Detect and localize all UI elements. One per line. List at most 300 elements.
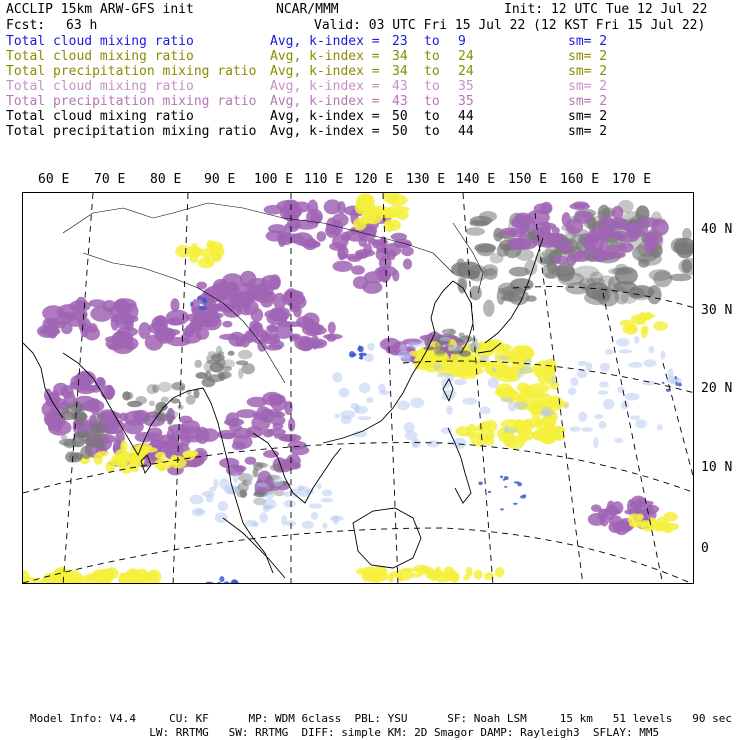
- longitude-label: 120 E: [354, 172, 394, 187]
- cloud-blob: [247, 475, 253, 484]
- cloud-blob: [290, 446, 309, 456]
- cloud-blob: [102, 300, 116, 312]
- cloud-blob: [508, 238, 527, 245]
- cloud-blob: [387, 206, 410, 212]
- cloud-blob: [517, 482, 522, 486]
- cloud-blob: [205, 370, 211, 380]
- cloud-blob: [122, 391, 131, 400]
- cloud-blob: [175, 245, 191, 258]
- cloud-blob: [94, 429, 102, 440]
- cloud-field-layer: [23, 193, 694, 584]
- cloud-blob: [546, 426, 562, 440]
- legend-k-to: 24: [458, 49, 474, 64]
- cloud-blob: [69, 300, 90, 312]
- organization: NCAR/MMM: [276, 2, 339, 17]
- cloud-blob: [462, 398, 477, 405]
- cloud-blob: [233, 435, 253, 449]
- cloud-blob: [500, 344, 512, 352]
- cloud-blob: [516, 249, 534, 261]
- cloud-blob: [492, 368, 497, 373]
- cloud-blob: [388, 219, 401, 231]
- cloud-blob: [404, 422, 415, 432]
- legend-k-from: 34: [392, 49, 408, 64]
- cloud-blob: [257, 483, 267, 488]
- cloud-blob: [190, 495, 204, 504]
- cloud-blob: [341, 415, 352, 424]
- cloud-blob: [498, 283, 516, 296]
- legend-average-label: Avg, k-index =: [270, 124, 380, 139]
- cloud-blob: [509, 267, 530, 277]
- cloud-blob: [306, 209, 323, 225]
- cloud-blob: [75, 452, 84, 460]
- cloud-blob: [322, 523, 328, 529]
- cloud-blob: [412, 440, 417, 447]
- cloud-blob: [280, 205, 301, 221]
- cloud-blob: [560, 241, 573, 254]
- legend-average-label: Avg, k-index =: [270, 64, 380, 79]
- cloud-blob: [480, 406, 491, 414]
- cloud-blob: [75, 433, 89, 438]
- cloud-blob: [379, 390, 390, 395]
- cloud-blob: [651, 219, 668, 236]
- cloud-blob: [467, 343, 481, 351]
- cloud-blob: [581, 427, 593, 432]
- cloud-blob: [155, 452, 166, 459]
- legend-smoothing: sm= 2: [568, 124, 608, 139]
- cloud-blob: [298, 240, 320, 247]
- cloud-blob: [389, 571, 402, 577]
- cloud-blob: [210, 362, 224, 373]
- cloud-blob: [488, 378, 499, 389]
- cloud-blob: [198, 257, 215, 268]
- cloud-blob: [222, 321, 232, 328]
- cloud-blob: [182, 451, 195, 457]
- cloud-blob: [88, 323, 98, 333]
- valid-time: Valid: 03 UTC Fri 15 Jul 22 (12 KST Fri 15 Jul 22): [314, 18, 706, 33]
- init-time: Init: 12 UTC Tue 12 Jul 22: [504, 2, 708, 17]
- longitude-label: 60 E: [38, 172, 70, 187]
- cloud-blob: [353, 276, 369, 289]
- cloud-blob: [456, 426, 473, 436]
- cloud-blob: [399, 344, 407, 352]
- cloud-blob: [359, 357, 364, 359]
- cloud-blob: [597, 287, 619, 306]
- cloud-blob: [141, 447, 158, 453]
- cloud-blob: [341, 232, 352, 242]
- legend-k-from: 50: [392, 109, 408, 124]
- cloud-blob: [520, 387, 533, 403]
- cloud-blob: [634, 336, 639, 344]
- legend-smoothing: sm= 2: [568, 94, 608, 109]
- legend-smoothing: sm= 2: [568, 49, 608, 64]
- cloud-blob: [435, 341, 442, 351]
- cloud-blob: [166, 410, 178, 419]
- cloud-blob: [504, 486, 508, 488]
- cloud-blob: [179, 386, 185, 391]
- cloud-blob: [459, 333, 465, 338]
- cloud-blob: [598, 275, 615, 288]
- cloud-blob: [64, 440, 82, 447]
- cloud-blob: [503, 479, 505, 481]
- cloud-blob: [208, 351, 217, 356]
- cloud-blob: [273, 476, 284, 487]
- cloud-blob: [638, 312, 646, 325]
- cloud-blob: [219, 373, 225, 381]
- cloud-blob: [547, 233, 561, 247]
- cloud-blob: [500, 476, 503, 479]
- cloud-blob: [216, 582, 221, 584]
- cloud-blob: [322, 489, 333, 496]
- cloud-blob: [215, 512, 228, 523]
- cloud-blob: [569, 203, 590, 210]
- cloud-blob: [564, 403, 569, 409]
- cloud-blob: [495, 567, 505, 578]
- cloud-blob: [573, 250, 591, 262]
- cloud-blob: [167, 337, 191, 346]
- cloud-blob: [222, 366, 232, 371]
- cloud-blob: [675, 376, 677, 380]
- cloud-blob: [229, 424, 242, 431]
- cloud-blob: [333, 261, 353, 272]
- cloud-blob: [264, 492, 274, 499]
- cloud-blob: [111, 314, 119, 330]
- cloud-blob: [454, 379, 467, 385]
- cloud-blob: [326, 334, 336, 342]
- cloud-blob: [228, 332, 245, 347]
- cloud-blob: [120, 440, 127, 453]
- cloud-blob: [332, 372, 342, 383]
- cloud-blob: [287, 295, 306, 309]
- legend-k-to-word: to: [424, 109, 440, 124]
- cloud-blob: [452, 367, 461, 377]
- legend-average-label: Avg, k-index =: [270, 94, 380, 109]
- cloud-blob: [611, 217, 626, 228]
- latitude-label: 40 N: [701, 222, 733, 237]
- legend-average-label: Avg, k-index =: [270, 34, 380, 49]
- cloud-blob: [410, 397, 424, 408]
- cloud-blob: [309, 503, 323, 508]
- cloud-blob: [500, 397, 512, 402]
- legend-k-to: 9: [458, 34, 466, 49]
- cloud-blob: [469, 286, 481, 301]
- cloud-blob: [302, 521, 314, 529]
- legend-field-name: Total precipitation mixing ratio: [6, 64, 257, 79]
- cloud-blob: [219, 576, 224, 582]
- cloud-blob: [167, 317, 184, 325]
- cloud-blob: [551, 375, 556, 385]
- longitude-label: 90 E: [204, 172, 236, 187]
- cloud-blob: [192, 508, 205, 517]
- cloud-blob: [542, 249, 556, 258]
- cloud-blob: [253, 468, 259, 478]
- longitude-label: 100 E: [254, 172, 294, 187]
- cloud-blob: [86, 573, 104, 580]
- cloud-blob: [121, 454, 129, 465]
- cloud-blob: [641, 326, 648, 338]
- cloud-blob: [269, 411, 285, 417]
- cloud-blob: [321, 498, 333, 503]
- cloud-blob: [305, 340, 324, 347]
- cloud-blob: [459, 350, 471, 356]
- cloud-blob: [339, 388, 350, 398]
- cloud-blob: [233, 473, 239, 483]
- cloud-blob: [67, 317, 83, 327]
- cloud-blob: [252, 522, 259, 528]
- cloud-blob: [635, 419, 647, 428]
- latitude-label: 0: [701, 541, 709, 556]
- cloud-blob: [598, 390, 609, 394]
- cloud-blob: [621, 401, 629, 410]
- cloud-blob: [37, 324, 59, 338]
- cloud-blob: [644, 232, 655, 249]
- cloud-blob: [630, 415, 640, 420]
- cloud-blob: [470, 216, 493, 225]
- cloud-blob: [637, 514, 644, 521]
- cloud-blob: [196, 282, 207, 290]
- cloud-blob: [660, 351, 665, 360]
- cloud-blob: [599, 421, 607, 429]
- cloud-blob: [91, 423, 106, 428]
- longitude-label: 160 E: [560, 172, 600, 187]
- cloud-blob: [361, 570, 375, 582]
- cloud-blob: [223, 581, 230, 584]
- legend-k-to: 44: [458, 124, 474, 139]
- legend-average-label: Avg, k-index =: [270, 49, 380, 64]
- cloud-blob: [186, 395, 196, 405]
- cloud-blob: [445, 571, 455, 581]
- cloud-blob: [274, 490, 285, 497]
- cloud-blob: [616, 338, 629, 347]
- legend-k-from: 34: [392, 64, 408, 79]
- cloud-blob: [662, 382, 665, 384]
- cloud-blob: [595, 252, 617, 261]
- cloud-blob: [330, 516, 344, 521]
- cloud-blob: [91, 414, 105, 421]
- cloud-blob: [268, 394, 284, 406]
- cloud-blob: [231, 286, 239, 293]
- legend-field-name: Total cloud mixing ratio: [6, 109, 194, 124]
- cloud-blob: [253, 290, 277, 303]
- cloud-blob: [158, 382, 172, 392]
- cloud-blob: [606, 505, 616, 520]
- cloud-blob: [217, 351, 224, 356]
- model-info-line1: Model Info: V4.4 CU: KF MP: WDM 6class PBL: YSU SF: Noah LSM 15 km 51 levels 90 sec: [30, 712, 732, 725]
- cloud-blob: [202, 491, 215, 497]
- cloud-blob: [380, 212, 400, 218]
- cloud-blob: [653, 321, 668, 331]
- cloud-blob: [603, 399, 614, 410]
- cloud-blob: [236, 409, 257, 418]
- cloud-blob: [474, 243, 496, 253]
- cloud-blob: [242, 363, 255, 374]
- cloud-blob: [325, 224, 340, 238]
- cloud-blob: [574, 211, 593, 224]
- cloud-blob: [571, 377, 579, 386]
- cloud-blob: [178, 405, 184, 410]
- cloud-blob: [514, 401, 528, 410]
- cloud-blob: [682, 259, 692, 273]
- cloud-blob: [630, 285, 654, 300]
- cloud-blob: [402, 568, 415, 573]
- cloud-blob: [351, 403, 360, 410]
- cloud-blob: [591, 504, 602, 512]
- cloud-blob: [238, 350, 252, 360]
- model-title: ACCLIP 15km ARW-GFS init: [6, 2, 194, 17]
- cloud-blob: [466, 567, 473, 577]
- cloud-blob: [527, 210, 550, 225]
- cloud-blob: [578, 412, 587, 422]
- cloud-blob: [530, 401, 543, 413]
- cloud-blob: [85, 436, 97, 446]
- cloud-blob: [279, 435, 297, 442]
- cloud-blob: [127, 401, 142, 407]
- cloud-blob: [284, 500, 296, 508]
- cloud-blob: [541, 406, 551, 415]
- cloud-blob: [351, 265, 365, 275]
- cloud-blob: [302, 313, 319, 328]
- cloud-blob: [335, 414, 341, 419]
- cloud-blob: [324, 199, 341, 214]
- cloud-blob: [196, 328, 209, 340]
- cloud-blob: [405, 431, 418, 441]
- cloud-blob: [359, 346, 364, 352]
- latitude-label: 30 N: [701, 303, 733, 318]
- cloud-blob: [419, 339, 424, 346]
- cloud-blob: [482, 264, 498, 275]
- cloud-blob: [542, 263, 561, 278]
- cloud-blob: [259, 512, 268, 523]
- legend-field-name: Total cloud mixing ratio: [6, 79, 194, 94]
- cloud-blob: [478, 482, 482, 486]
- cloud-blob: [653, 270, 672, 287]
- cloud-blob: [393, 239, 412, 248]
- cloud-blob: [478, 422, 486, 433]
- cloud-blob: [626, 223, 639, 238]
- cloud-blob: [200, 312, 220, 328]
- cloud-blob: [446, 405, 452, 415]
- cloud-blob: [249, 321, 260, 331]
- cloud-blob: [199, 306, 204, 310]
- cloud-blob: [605, 349, 614, 355]
- cloud-blob: [154, 411, 168, 420]
- cloud-blob: [53, 568, 70, 579]
- cloud-blob: [479, 355, 489, 361]
- meridian-line: [603, 293, 663, 584]
- cloud-blob: [115, 303, 131, 312]
- legend-k-to-word: to: [424, 49, 440, 64]
- cloud-blob: [372, 242, 380, 248]
- cloud-blob: [348, 256, 361, 262]
- cloud-blob: [625, 393, 639, 401]
- cloud-blob: [167, 420, 172, 425]
- cloud-blob: [154, 458, 172, 470]
- cloud-blob: [524, 359, 532, 367]
- cloud-blob: [359, 383, 370, 394]
- legend-k-to-word: to: [424, 34, 440, 49]
- model-info-line2: LW: RRTMG SW: RRTMG DIFF: simple KM: 2D Smagor DAMP: Rayleigh3 SFLAY: MM5: [30, 726, 660, 739]
- cloud-blob: [620, 320, 634, 327]
- cloud-blob: [256, 463, 269, 468]
- cloud-blob: [228, 351, 235, 356]
- cloud-blob: [465, 227, 485, 236]
- cloud-blob: [488, 491, 491, 493]
- cloud-blob: [474, 570, 483, 580]
- cloud-blob: [434, 364, 443, 371]
- cloud-blob: [48, 418, 59, 431]
- cloud-blob: [533, 429, 547, 441]
- cloud-blob: [500, 508, 504, 510]
- cloud-blob: [115, 330, 126, 341]
- cloud-blob: [435, 351, 446, 357]
- cloud-blob: [264, 309, 288, 319]
- cloud-blob: [593, 437, 598, 448]
- legend-field-name: Total precipitation mixing ratio: [6, 124, 257, 139]
- cloud-blob: [263, 450, 279, 458]
- cloud-blob: [635, 498, 647, 507]
- cloud-blob: [197, 296, 202, 300]
- legend-k-to: 44: [458, 109, 474, 124]
- cloud-blob: [457, 276, 467, 293]
- cloud-blob: [410, 573, 423, 578]
- cloud-blob: [614, 438, 623, 443]
- legend-smoothing: sm= 2: [568, 109, 608, 124]
- longitude-label: 70 E: [94, 172, 126, 187]
- legend-smoothing: sm= 2: [568, 64, 608, 79]
- coastline-borneo: [353, 508, 421, 568]
- cloud-blob: [311, 512, 318, 520]
- cloud-blob: [145, 414, 150, 421]
- legend-k-from: 23: [392, 34, 408, 49]
- cloud-blob: [255, 329, 268, 337]
- cloud-blob: [94, 453, 103, 465]
- cloud-blob: [615, 264, 627, 273]
- cloud-blob: [442, 329, 456, 335]
- cloud-blob: [628, 362, 643, 368]
- cloud-blob: [392, 270, 399, 282]
- legend-k-to: 24: [458, 64, 474, 79]
- forecast-label: Fcst:: [6, 18, 46, 33]
- cloud-blob: [676, 382, 678, 386]
- legend-field-name: Total precipitation mixing ratio: [6, 94, 257, 109]
- cloud-blob: [501, 295, 524, 302]
- map-canvas: [23, 193, 694, 584]
- cloud-blob: [246, 426, 263, 438]
- cloud-blob: [484, 436, 494, 446]
- cloud-blob: [500, 228, 520, 236]
- cloud-blob: [401, 354, 410, 363]
- cloud-blob: [505, 428, 518, 433]
- cloud-blob: [588, 513, 606, 526]
- cloud-blob: [648, 517, 657, 530]
- cloud-blob: [213, 249, 222, 262]
- cloud-blob: [426, 440, 439, 447]
- cloud-blob: [316, 231, 326, 242]
- longitude-label: 170 E: [612, 172, 652, 187]
- cloud-blob: [640, 219, 649, 234]
- cloud-blob: [355, 249, 375, 257]
- latitude-label: 20 N: [701, 381, 733, 396]
- cloud-blob: [263, 505, 270, 512]
- longitude-label: 150 E: [508, 172, 548, 187]
- legend-k-to-word: to: [424, 124, 440, 139]
- legend-k-from: 50: [392, 124, 408, 139]
- cloud-blob: [206, 582, 214, 584]
- cloud-blob: [599, 381, 609, 387]
- cloud-blob: [268, 325, 279, 332]
- cloud-blob: [213, 479, 218, 488]
- longitude-label: 140 E: [456, 172, 496, 187]
- cloud-blob: [218, 501, 228, 511]
